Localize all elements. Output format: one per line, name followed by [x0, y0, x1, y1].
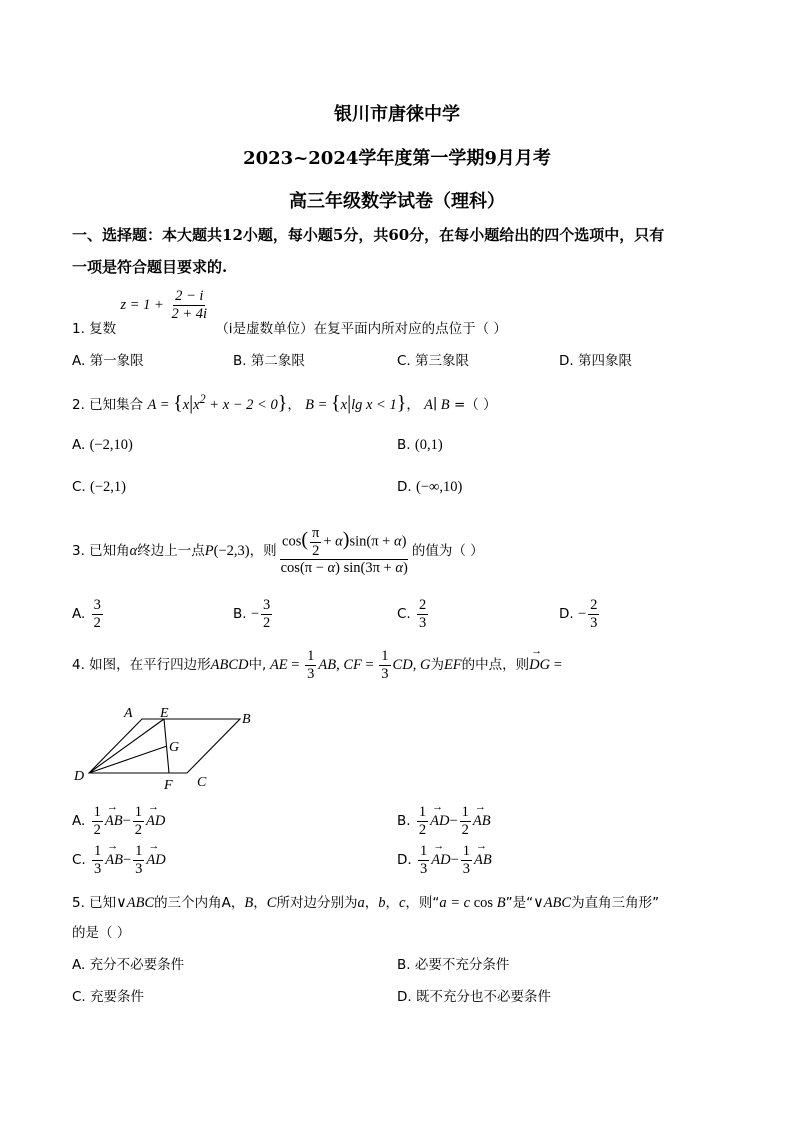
q3-mid: 终边上一点 — [137, 543, 205, 559]
q3-lead: 3. 已知角 — [72, 543, 130, 559]
q4-option-c: C. $\frac{1}{3}$ → AB− $\frac{1}{3}$ → AD — [72, 843, 166, 877]
q2-set-b: B = {x|lg x < 1} — [305, 392, 407, 414]
q4-g: 为 — [430, 657, 444, 674]
question-1 — [72, 288, 507, 337]
section-heading-line1: 一、选择题：本大题共12小题，每小题5分，共60分，在每小题给出的四个选项中，只有 — [72, 226, 665, 244]
q2-sep2: ， — [406, 397, 420, 413]
q5-t3: ，则“ — [405, 895, 440, 911]
term-title: 2023~2024学年度第一学期9月月考 — [243, 148, 551, 169]
q4-option-a: A. $\frac{1}{2}$ → AB− $\frac{1}{2}$ → AD — [72, 804, 165, 838]
q1-option-c: C. 第三象限 — [397, 353, 470, 369]
q5-t4: ”是“ — [505, 895, 534, 911]
q2-option-c: C. (−2,1) — [72, 479, 126, 495]
q5-lead: 5. 已知 — [72, 895, 117, 911]
label-f: F — [164, 778, 173, 793]
q4-g2: 的中点，则 — [461, 657, 530, 674]
q1-option-a: A. 第一象限 — [72, 353, 144, 369]
q3-option-d: D. − $\frac{2}{3}$ — [559, 597, 598, 631]
q5-option-b: B. 必要不充分条件 — [397, 957, 510, 973]
section-heading-line2: 一项是符合题目要求的. — [72, 258, 228, 276]
q5-option-a: A. 充分不必要条件 — [72, 957, 185, 973]
q1-tail: （i是虚数单位）在复平面内所对应的点位于（ ） — [215, 320, 507, 337]
q4-option-d: D. $\frac{1}{3}$ → AD− $\frac{1}{3}$ → AB — [397, 843, 492, 877]
label-b: B — [242, 712, 251, 727]
q5-option-c: C. 充要条件 — [72, 989, 145, 1005]
exam-title: 高三年级数学试卷（理科） — [289, 191, 505, 212]
q3-option-b: B. − $\frac{3}{2}$ — [233, 597, 271, 631]
q3-expression: cos( $\frac{\pi}{2}$ + α)sin(π + α) cos(π − α) sin(3π + α) — [280, 525, 408, 577]
q5-t1: 的三个内角A， — [154, 895, 245, 911]
question-2 — [72, 392, 497, 415]
q4-option-b: B. $\frac{1}{2}$ → AD− $\frac{1}{2}$ → AB — [397, 804, 491, 838]
q3-option-a: A. $\frac{3}{2}$ — [72, 597, 101, 631]
label-d: D — [74, 769, 85, 784]
q1-formula: z = 1 + $\frac{2 - i}{2 + 4i}$ — [120, 288, 208, 322]
label-a: A — [124, 706, 133, 721]
q3-then: ，则 — [249, 543, 277, 559]
question-4: 4. 如图，在平行四边形ABCD中, AE = $\frac{1}{3}$ AB, CF = $\frac{1}{3}$ CD, G为EF的中点，则→ DG = — [72, 648, 562, 682]
q5-line2: 的是（ ） — [72, 925, 131, 941]
question-5: 5. 已知∨ABC的三个内角A，B，C所对边分别为a，b，c，则“a = c cos B”是“∨ABC为直角三角形” — [72, 895, 660, 911]
q4-lead: 4. 如图，在平行四边形 — [72, 657, 211, 674]
q5-t2: 所对边分别为 — [276, 895, 358, 911]
q2-sep: ， — [287, 397, 301, 413]
q1-option-d: D. 第四象限 — [559, 353, 632, 369]
q5-t5: 为直角三角形” — [571, 895, 660, 911]
q5-option-d: D. 既不充分也不必要条件 — [397, 989, 551, 1005]
q2-lead: 2. 已知集合 — [72, 397, 144, 413]
q2-option-b: B. (0,1) — [397, 437, 443, 453]
label-c: C — [197, 775, 207, 790]
school-title: 银川市唐徕中学 — [334, 104, 460, 125]
label-g: G — [169, 740, 180, 755]
q2-option-a: A. (−2,10) — [72, 437, 133, 453]
q1-option-b: B. 第二象限 — [233, 353, 305, 369]
question-3: 3. 已知角α终边上一点P(−2,3)，则 cos( $\frac{\pi}{2}$ + α)sin(π + α) cos(π − α) sin(3π + α) 的值为（ ） — [72, 525, 484, 577]
q3-option-c: C. $\frac{2}{3}$ — [397, 597, 427, 631]
q2-set-a: $A = \{x|x^2 + x - 2 < 0\}$ — [147, 392, 288, 414]
q1-lead: 1. 复数 — [72, 320, 117, 337]
parallelogram-figure — [68, 702, 268, 794]
q2-intersection: A∣ B — [424, 397, 450, 413]
q3-tail: 的值为（ ） — [411, 543, 484, 559]
q4-mid: 中, — [248, 657, 267, 674]
q2-option-d: D. (−∞,10) — [397, 479, 463, 495]
label-e: E — [160, 706, 169, 721]
q2-end: =（ ） — [453, 397, 497, 413]
